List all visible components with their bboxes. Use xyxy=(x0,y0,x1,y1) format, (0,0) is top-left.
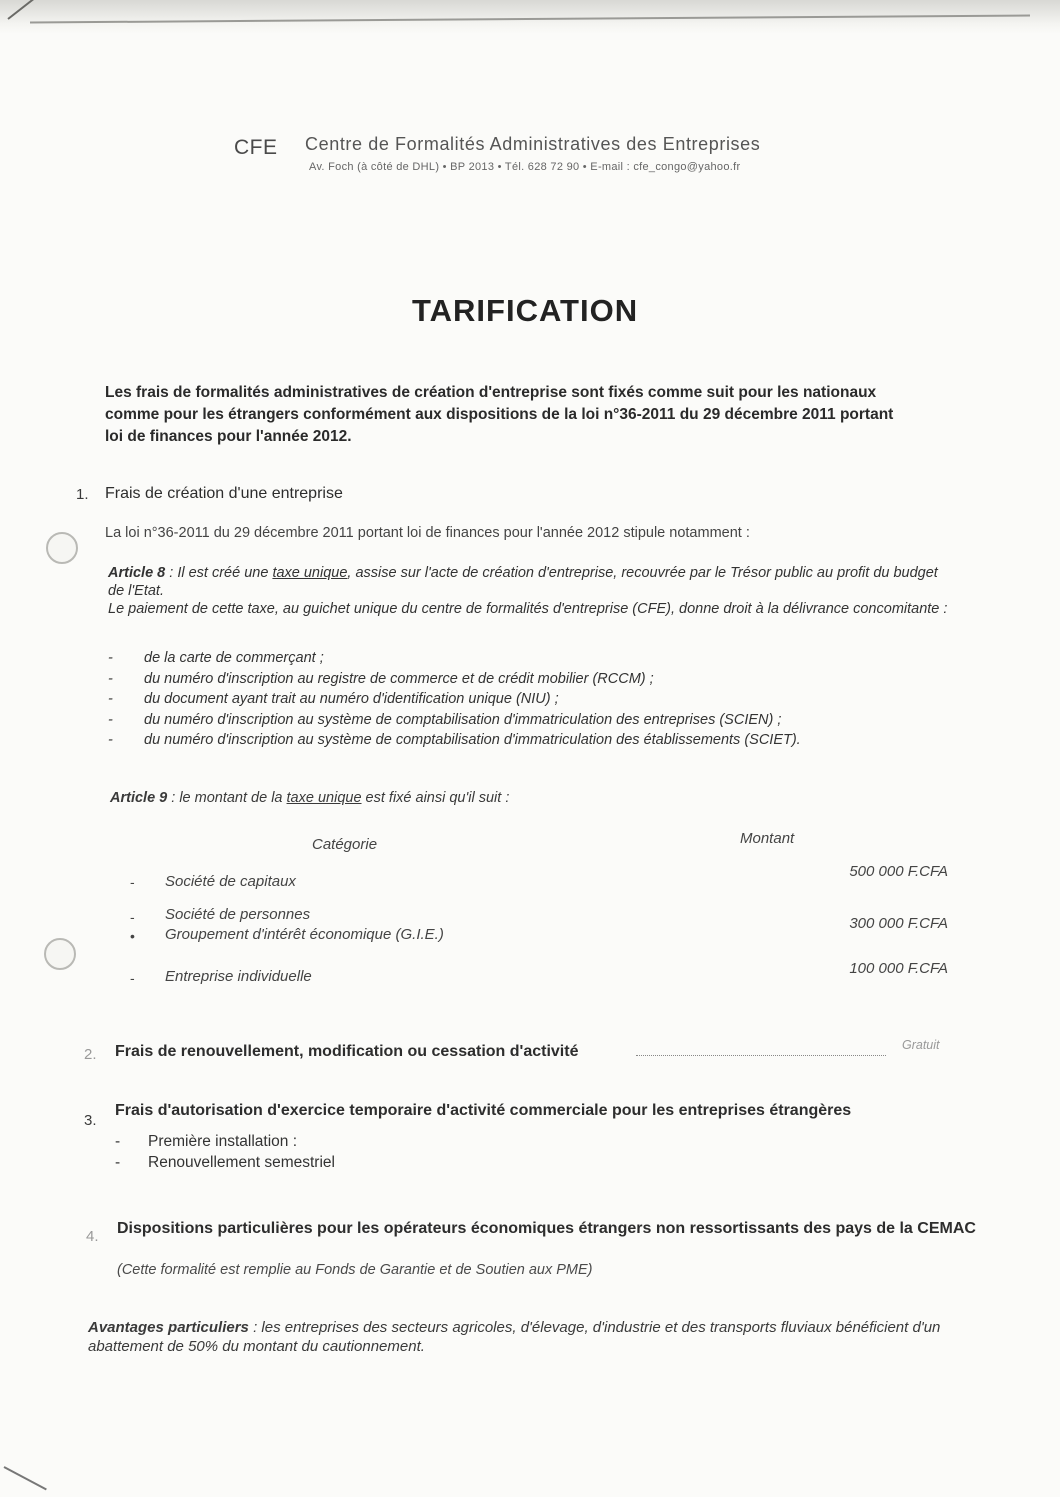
bullet-text: du numéro d'inscription au système de comptabilisation d'immatriculation des entreprises (SCIEN) ; xyxy=(144,711,782,728)
table-row-amount: 300 000 F.CFA xyxy=(849,915,948,932)
bullet-text: du numéro d'inscription au registre de commerce et de crédit mobilier (RCCM) ; xyxy=(144,670,654,687)
list-item: - Renouvellement semestriel xyxy=(115,1154,335,1171)
section2-value: Gratuit xyxy=(902,1038,940,1052)
section4-heading: Dispositions particulières pour les opérateurs économiques étrangers non ressortissants des pays de la CEMAC xyxy=(117,1220,976,1237)
table-row-amount: 100 000 F.CFA xyxy=(849,960,948,977)
article8-text-after: , assise sur l'acte de création d'entreprise, recouvrée par le Trésor public au profit du budget de l'Etat. xyxy=(108,565,938,599)
item-text: Renouvellement semestriel xyxy=(148,1154,335,1171)
table-header-amount: Montant xyxy=(740,830,795,847)
advantages-paragraph xyxy=(88,1318,988,1356)
article9-taxe: taxe unique xyxy=(286,790,362,806)
advantages-label: Avantages particuliers xyxy=(88,1319,249,1336)
section4-note: (Cette formalité est remplie au Fonds de Garantie et de Soutien aux PME) xyxy=(117,1262,593,1278)
section3-list xyxy=(115,1131,335,1173)
article8-label: Article 8 xyxy=(108,565,166,581)
header-name: Centre de Formalités Administratives des Entreprises xyxy=(305,134,761,154)
header-acronym: CFE xyxy=(234,136,278,159)
row-dash: - xyxy=(130,909,135,925)
table-row-category: Société de capitaux xyxy=(165,873,296,890)
folded-corner-bottom xyxy=(4,1466,47,1490)
section2-number: 2. xyxy=(84,1046,97,1063)
table-row-category: Société de personnes xyxy=(165,906,311,923)
list-item: - de la carte de commerçant ; xyxy=(108,648,968,669)
article9 xyxy=(110,790,509,806)
section3-heading: Frais d'autorisation d'exercice temporaire d'activité commerciale pour les entreprises étrangères xyxy=(115,1102,852,1119)
section4-number: 4. xyxy=(86,1228,99,1245)
header-address: Av. Foch (à côté de DHL) • BP 2013 • Tél. 628 72 90 • E-mail : cfe_congo@yahoo.fr xyxy=(309,161,741,173)
page-title: TARIFICATION xyxy=(412,293,639,328)
section1-heading: Frais de création d'une entreprise xyxy=(105,485,343,502)
punch-hole xyxy=(46,532,78,564)
table-row-category: Entreprise individuelle xyxy=(165,968,312,985)
list-item: - du numéro d'inscription au système de comptabilisation d'immatriculation des établissements (SCIET). xyxy=(108,730,968,751)
section2-heading: Frais de renouvellement, modification ou cessation d'activité xyxy=(115,1043,579,1060)
punch-hole xyxy=(44,938,76,970)
article8-text: : Il est créé une xyxy=(165,565,273,581)
list-item: - du numéro d'inscription au registre de commerce et de crédit mobilier (RCCM) ; xyxy=(108,669,968,690)
row-dash: - xyxy=(130,970,135,986)
article8 xyxy=(108,564,948,618)
row-dash: • xyxy=(130,928,135,944)
list-item: - du numéro d'inscription au système de comptabilisation d'immatriculation des entreprises (SCIEN) ; xyxy=(108,710,968,731)
item-text: Première installation : xyxy=(148,1133,298,1150)
row-dash: - xyxy=(130,874,135,890)
list-item: - Première installation : xyxy=(115,1133,298,1150)
list-item: - du document ayant trait au numéro d'identification unique (NIU) ; xyxy=(108,689,968,710)
bullet-text: de la carte de commerçant ; xyxy=(144,650,324,666)
table-header-category: Catégorie xyxy=(312,836,378,853)
article9-label: Article 9 xyxy=(110,790,168,806)
advantages-text: : les entreprises des secteurs agricoles, d'élevage, d'industrie et des transports fluviaux bénéficient d'un abattement de 50% du montant du cautionnement. xyxy=(88,1319,941,1355)
section1-number: 1. xyxy=(76,486,89,503)
bullet-text: du numéro d'inscription au système de comptabilisation d'immatriculation des établissements (SCIET). xyxy=(144,732,801,748)
article8-bullets xyxy=(108,648,968,751)
section3-number: 3. xyxy=(84,1112,97,1129)
article8-taxe: taxe unique xyxy=(272,565,348,581)
table-row-amount: 500 000 F.CFA xyxy=(849,863,948,880)
article9-text: : le montant de la xyxy=(167,790,287,806)
intro-paragraph: Les frais de formalités administratives de création d'entreprise sont fixés comme suit pour les nationaux comme pour les étrangers conformément aux dispositions de la loi n°36-2011 du 29 décembre 2011 portant loi de finances pour l'année 2012. xyxy=(105,384,894,445)
article9-text-after: est fixé ainsi qu'il suit : xyxy=(361,790,510,806)
dotted-leader xyxy=(636,1041,886,1056)
bullet-text: du document ayant trait au numéro d'identification unique (NIU) ; xyxy=(144,691,559,707)
table-row-category: Groupement d'intérêt économique (G.I.E.) xyxy=(165,926,444,943)
article8-text2: Le paiement de cette taxe, au guichet unique du centre de formalités d'entreprise (CFE), donne droit à la délivrance concomitante : xyxy=(108,601,948,617)
section1-law: La loi n°36-2011 du 29 décembre 2011 portant loi de finances pour l'année 2012 stipule notamment : xyxy=(105,525,750,541)
